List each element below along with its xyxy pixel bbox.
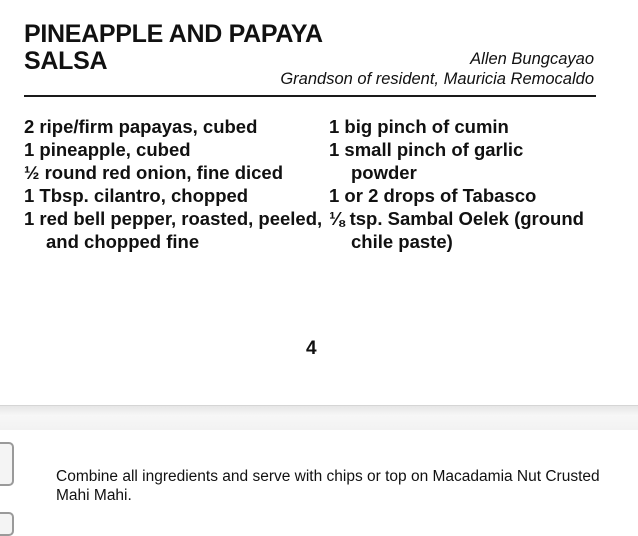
ingredients-left-column [24, 115, 324, 253]
recipe-title-line-1: PINEAPPLE AND PAPAYA [24, 20, 323, 48]
ingredient-item: 1 Tbsp. cilantro, chopped [24, 185, 249, 206]
ingredient-item: ½ round red onion, fine diced [24, 162, 284, 183]
ingredient-item: 1 red bell pepper, roasted, peeled, and chopped fine [24, 208, 323, 252]
ingredient-item: 1 pineapple, cubed [24, 139, 191, 160]
recipe-author: Allen Bungcayao [470, 50, 594, 68]
recipe-title-line-2: SALSA [24, 47, 108, 75]
ingredient-item: 1 big pinch of cumin [329, 116, 509, 137]
page-tab-marker [0, 512, 14, 536]
ingredients-right-column [329, 115, 589, 253]
recipe-directions: Combine all ingredients and serve with chips or top on Macadamia Nut Crusted Mahi Mahi. [56, 468, 600, 504]
page-number: 4 [306, 338, 317, 359]
title-divider [24, 95, 596, 97]
ingredient-item: 1 small pinch of garlic powder [329, 139, 524, 183]
ingredient-item: ⅛ tsp. Sambal Oelek (ground chile paste) [329, 208, 584, 252]
ingredient-item: 1 or 2 drops of Tabasco [329, 185, 537, 206]
page-tab-marker [0, 442, 14, 486]
recipe-author-affiliation: Grandson of resident, Mauricia Remocaldo [280, 70, 594, 88]
ingredient-item: 2 ripe/firm papayas, cubed [24, 116, 258, 137]
page-separator [0, 405, 638, 431]
